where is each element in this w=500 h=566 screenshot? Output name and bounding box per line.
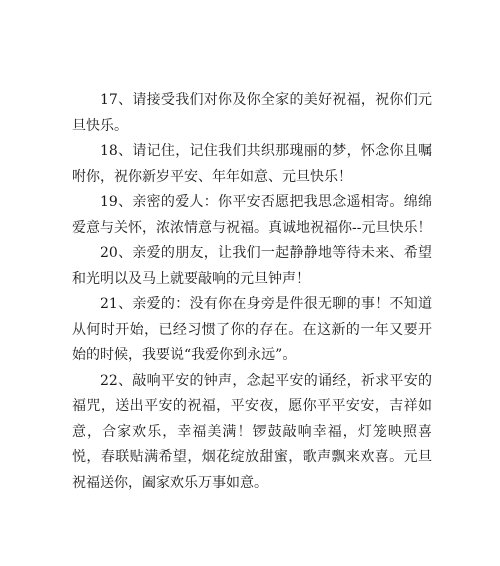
paragraph-18: 18、请记住，记住我们共织那瑰丽的梦，怀念你且嘱咐你，祝你新岁平安、年年如意、元旦快乐！ xyxy=(72,143,432,185)
paragraph-22: 22、敲响平安的钟声，念起平安的诵经，祈求平安的福咒，送出平安的祝福，平安夜，愿你平平安安，吉祥如意，合家欢乐，幸福美满！锣鼓敲响幸福，灯笼映照喜悦，春联贴满希望，烟花绽放甜蜜，歌声飘来欢喜。元旦祝福送你，阖家欢乐万事如意。 xyxy=(72,372,432,491)
paragraph-20: 20、亲爱的朋友，让我们一起静静地等待未来、希望和光明以及马上就要敲响的元旦钟声！ xyxy=(72,245,432,287)
paragraph-21: 21、亲爱的：没有你在身旁是件很无聊的事！不知道从何时开始，已经习惯了你的存在。在这新的一年又要开始的时候，我要说“我爱你到永远”。 xyxy=(72,296,432,363)
document-body xyxy=(72,88,432,496)
paragraph-19: 19、亲密的爱人：你平安否愿把我思念遥相寄。绵绵爱意与关怀，浓浓情意与祝福。真诚地祝福你--元旦快乐！ xyxy=(72,194,432,236)
paragraph-17: 17、请接受我们对你及你全家的美好祝福，祝你们元旦快乐。 xyxy=(72,92,432,134)
